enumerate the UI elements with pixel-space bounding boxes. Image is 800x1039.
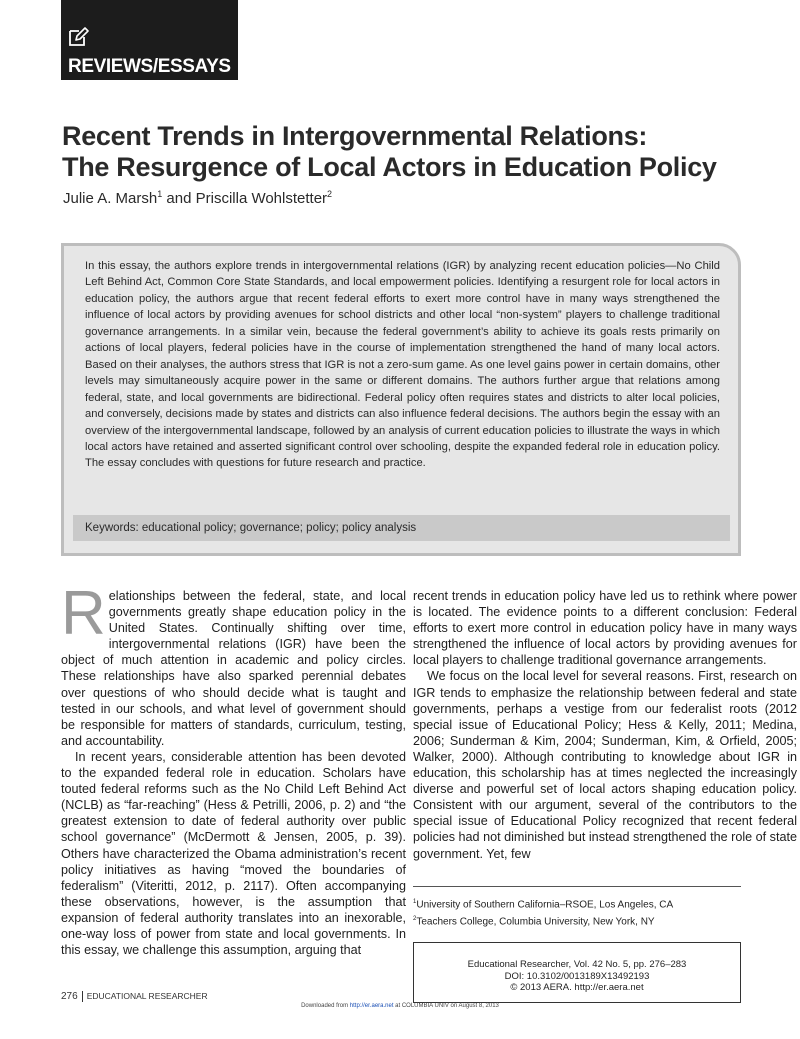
download-prefix: Downloaded from (301, 1003, 350, 1009)
download-notice (0, 1003, 800, 1009)
body-paragraph: recent trends in education policy have led us to rethink where power is located. The evidence points to a different conclusion: Federal efforts to exert more control in education policy have in many ways strengthened the influence of local actors by providing avenues for local players to challenge traditional governance arrangements. (413, 589, 797, 668)
citation-doi: DOI: 10.3102/0013189X13492193 (504, 970, 650, 982)
abstract-text: In this essay, the authors explore trends in intergovernmental relations (IGR) by analyzing recent education policies—No Child Left Behind Act, Common Core State Standards, and local empowerment policies. Identifying a resurgent role for local actors in education policy, the authors argue that recent federal efforts to exert more control have in many ways strengthened the influence of local actors by providing avenues for school districts and other local “non-system” players to challenge traditional governance arrangements. In a similar vein, because the federal government’s ability to achieve its goals rests primarily on actions of local players, federal policies have in the course of implementation strengthened the hand of many local actors. Based on their analyses, the authors stress that IGR is not a zero-sum game. As one level gains power in certain domains, other levels may simultaneously acquire power in the same or different domains. The authors further argue that relations among federal, state, and local governments are bidirectional. Federal policy often requires states and districts to alter local policies, and conversely, decisions made by states and districts can also influence federal decisions. The authors begin the essay with an overview of the intergovernmental landscape, followed by an analysis of current education policies to illustrate the ways in which local actors have retained and asserted significant control over schooling, despite the expanded federal role in education policy. The essay concludes with questions for future research and practice. (85, 260, 720, 470)
paragraph-text: elationships between the federal, state, and local governments greatly shape education policy in the United States. Continually shifting over time, intergovernmental relations (IGR) have been the object of much attention in academic and policy circles. These relationships have also sparked perennial debates over questions of who should decide what is taught and tested in our schools, and what level of government should be responsible for matters of standards, curriculum, testing, and accountability. (61, 589, 406, 748)
download-link[interactable]: http://er.aera.net (349, 1003, 394, 1009)
authors (63, 189, 332, 207)
footnote-text: Teachers College, Columbia University, New York, NY (416, 916, 655, 928)
footnotes (413, 895, 673, 930)
download-suffix: at COLUMBIA UNIV on August 8, 2013 (393, 1003, 499, 1009)
author-1-affiliation: 1 (157, 189, 163, 199)
footnote-text: University of Southern California–RSOE, Los Angeles, CA (416, 899, 674, 911)
article-title (62, 121, 762, 183)
footnote (413, 895, 673, 912)
citation-box (413, 942, 741, 1003)
section-label: REVIEWS/ESSAYS (68, 56, 231, 77)
footnote (413, 912, 673, 929)
body-paragraph: We focus on the local level for several reasons. First, research on IGR tends to emphasize the relationship between federal and state governments, perhaps a vestige from our federalist roots (2012 special issue of Educational Policy; Hess & Kelly, 2011; Medina, 2006; Sunderman & Kim, 2004; Sunderman, Kim, & Orfield, 2005; Walker, 2000). Although contributing to knowledge about IGR in education, this scholarship has at times neglected the increasingly diverse and powerful set of local actors shaping education policy. Consistent with our argument, several of the contributors to the special issue of Educational Policy recognized that recent federal policies had not diminished but instead strengthened the role of state government. Yet, few (413, 669, 797, 861)
author-and: and (162, 190, 196, 207)
title-line-1: Recent Trends in Intergovernmental Relations: (62, 121, 648, 151)
footer-separator (82, 991, 83, 1002)
author-2-affiliation: 2 (327, 189, 333, 199)
page-number: 276 (61, 991, 78, 1002)
author-2: Priscilla Wohlstetter (195, 190, 328, 207)
footnote-marker: 1 (413, 899, 417, 905)
author-1: Julie A. Marsh (63, 190, 158, 207)
citation-journal: Educational Researcher, Vol. 42 No. 5, pp. 276–283 (467, 959, 687, 970)
body-paragraph: In recent years, considerable attention has been devoted to the expanded federal role in education. Scholars have touted federal reforms such as the No Child Left Behind Act (NCLB) as “far-reaching” (Hess & Petrilli, 2006, p. 2) and “the greatest extension to date of federal authority over public school governance” (McDermott & Jensen, 2005, p. 39). Others have characterized the Obama administration’s recent policy initiatives as having “moved the boundaries of federalism” (Viteritti, 2012, p. 2117). Often accompanying these observations, however, is the assumption that expansion of federal authority translates into an inexorable, one-way loss of power from state and local governments. In this essay, we challenge this assumption, arguing that (61, 749, 406, 958)
journal-name: EDUCATIONAL RESEARCHER (86, 991, 208, 1001)
drop-cap: R (61, 579, 106, 648)
section-tag (61, 0, 238, 80)
edit-icon (67, 26, 89, 48)
citation-copyright: © 2013 AERA. http://er.aera.net (510, 982, 644, 993)
footnote-marker: 2 (413, 916, 417, 923)
body-column-left (61, 579, 406, 958)
keywords: Keywords: educational policy; governance; policy; policy analysis (73, 515, 730, 541)
body-paragraph (61, 579, 406, 749)
title-line-2: The Resurgence of Local Actors in Education Policy (62, 152, 717, 182)
page-footer (61, 991, 208, 1002)
footnote-divider (413, 886, 741, 887)
abstract-box (61, 243, 741, 556)
body-column-right (413, 588, 797, 862)
